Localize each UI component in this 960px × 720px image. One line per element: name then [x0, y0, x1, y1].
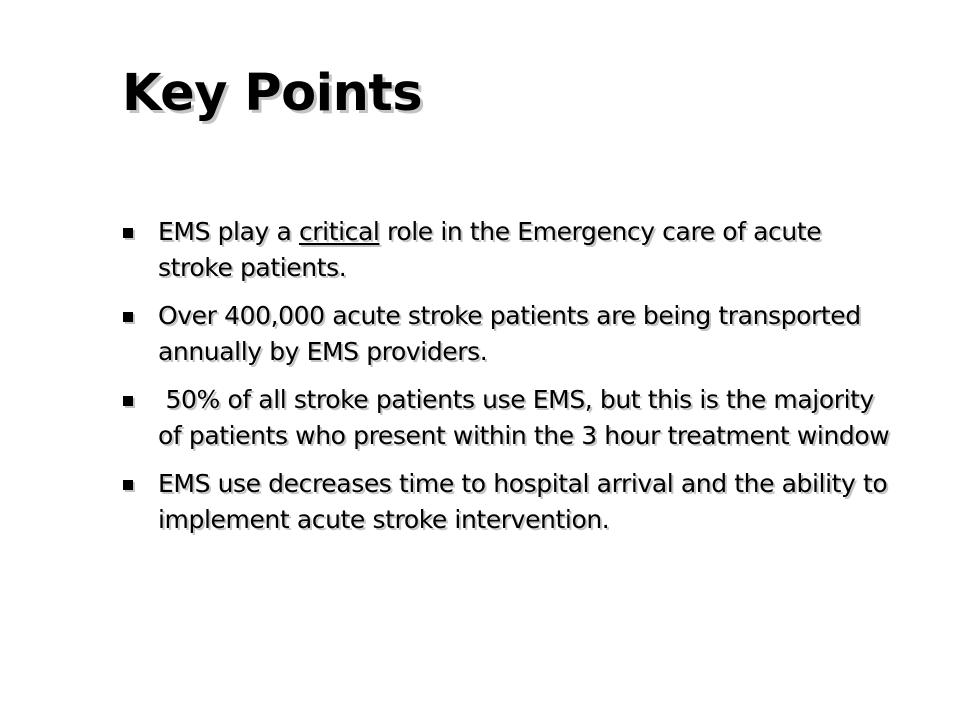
square-bullet-icon [123, 312, 133, 322]
bullet-text: Over 400,000 acute stroke patients are being transported annually by EMS providers. [158, 301, 861, 366]
slide-title: Key Points [122, 64, 423, 123]
bullet-text-after: role in the Emergency care of acute stroke patients. [158, 217, 822, 282]
bullet-item-patients-transported [120, 298, 900, 370]
bullet-list [120, 214, 900, 550]
square-bullet-icon [123, 228, 133, 238]
bullet-text: 50% of all stroke patients use EMS, but this is the majority of patients who present within the 3 hour treatment window [158, 385, 890, 450]
square-bullet-icon [123, 480, 133, 490]
bullet-text: EMS use decreases time to hospital arrival and the ability to implement acute stroke intervention. [158, 469, 888, 534]
bullet-item-ems-usage-percent [120, 382, 900, 454]
bullet-item-arrival-time [120, 466, 900, 538]
bullet-text-before: EMS play a [158, 217, 299, 246]
bullet-item-ems-critical-role [120, 214, 900, 286]
square-bullet-icon [123, 396, 133, 406]
bullet-text-emphasis: critical [298, 217, 380, 246]
